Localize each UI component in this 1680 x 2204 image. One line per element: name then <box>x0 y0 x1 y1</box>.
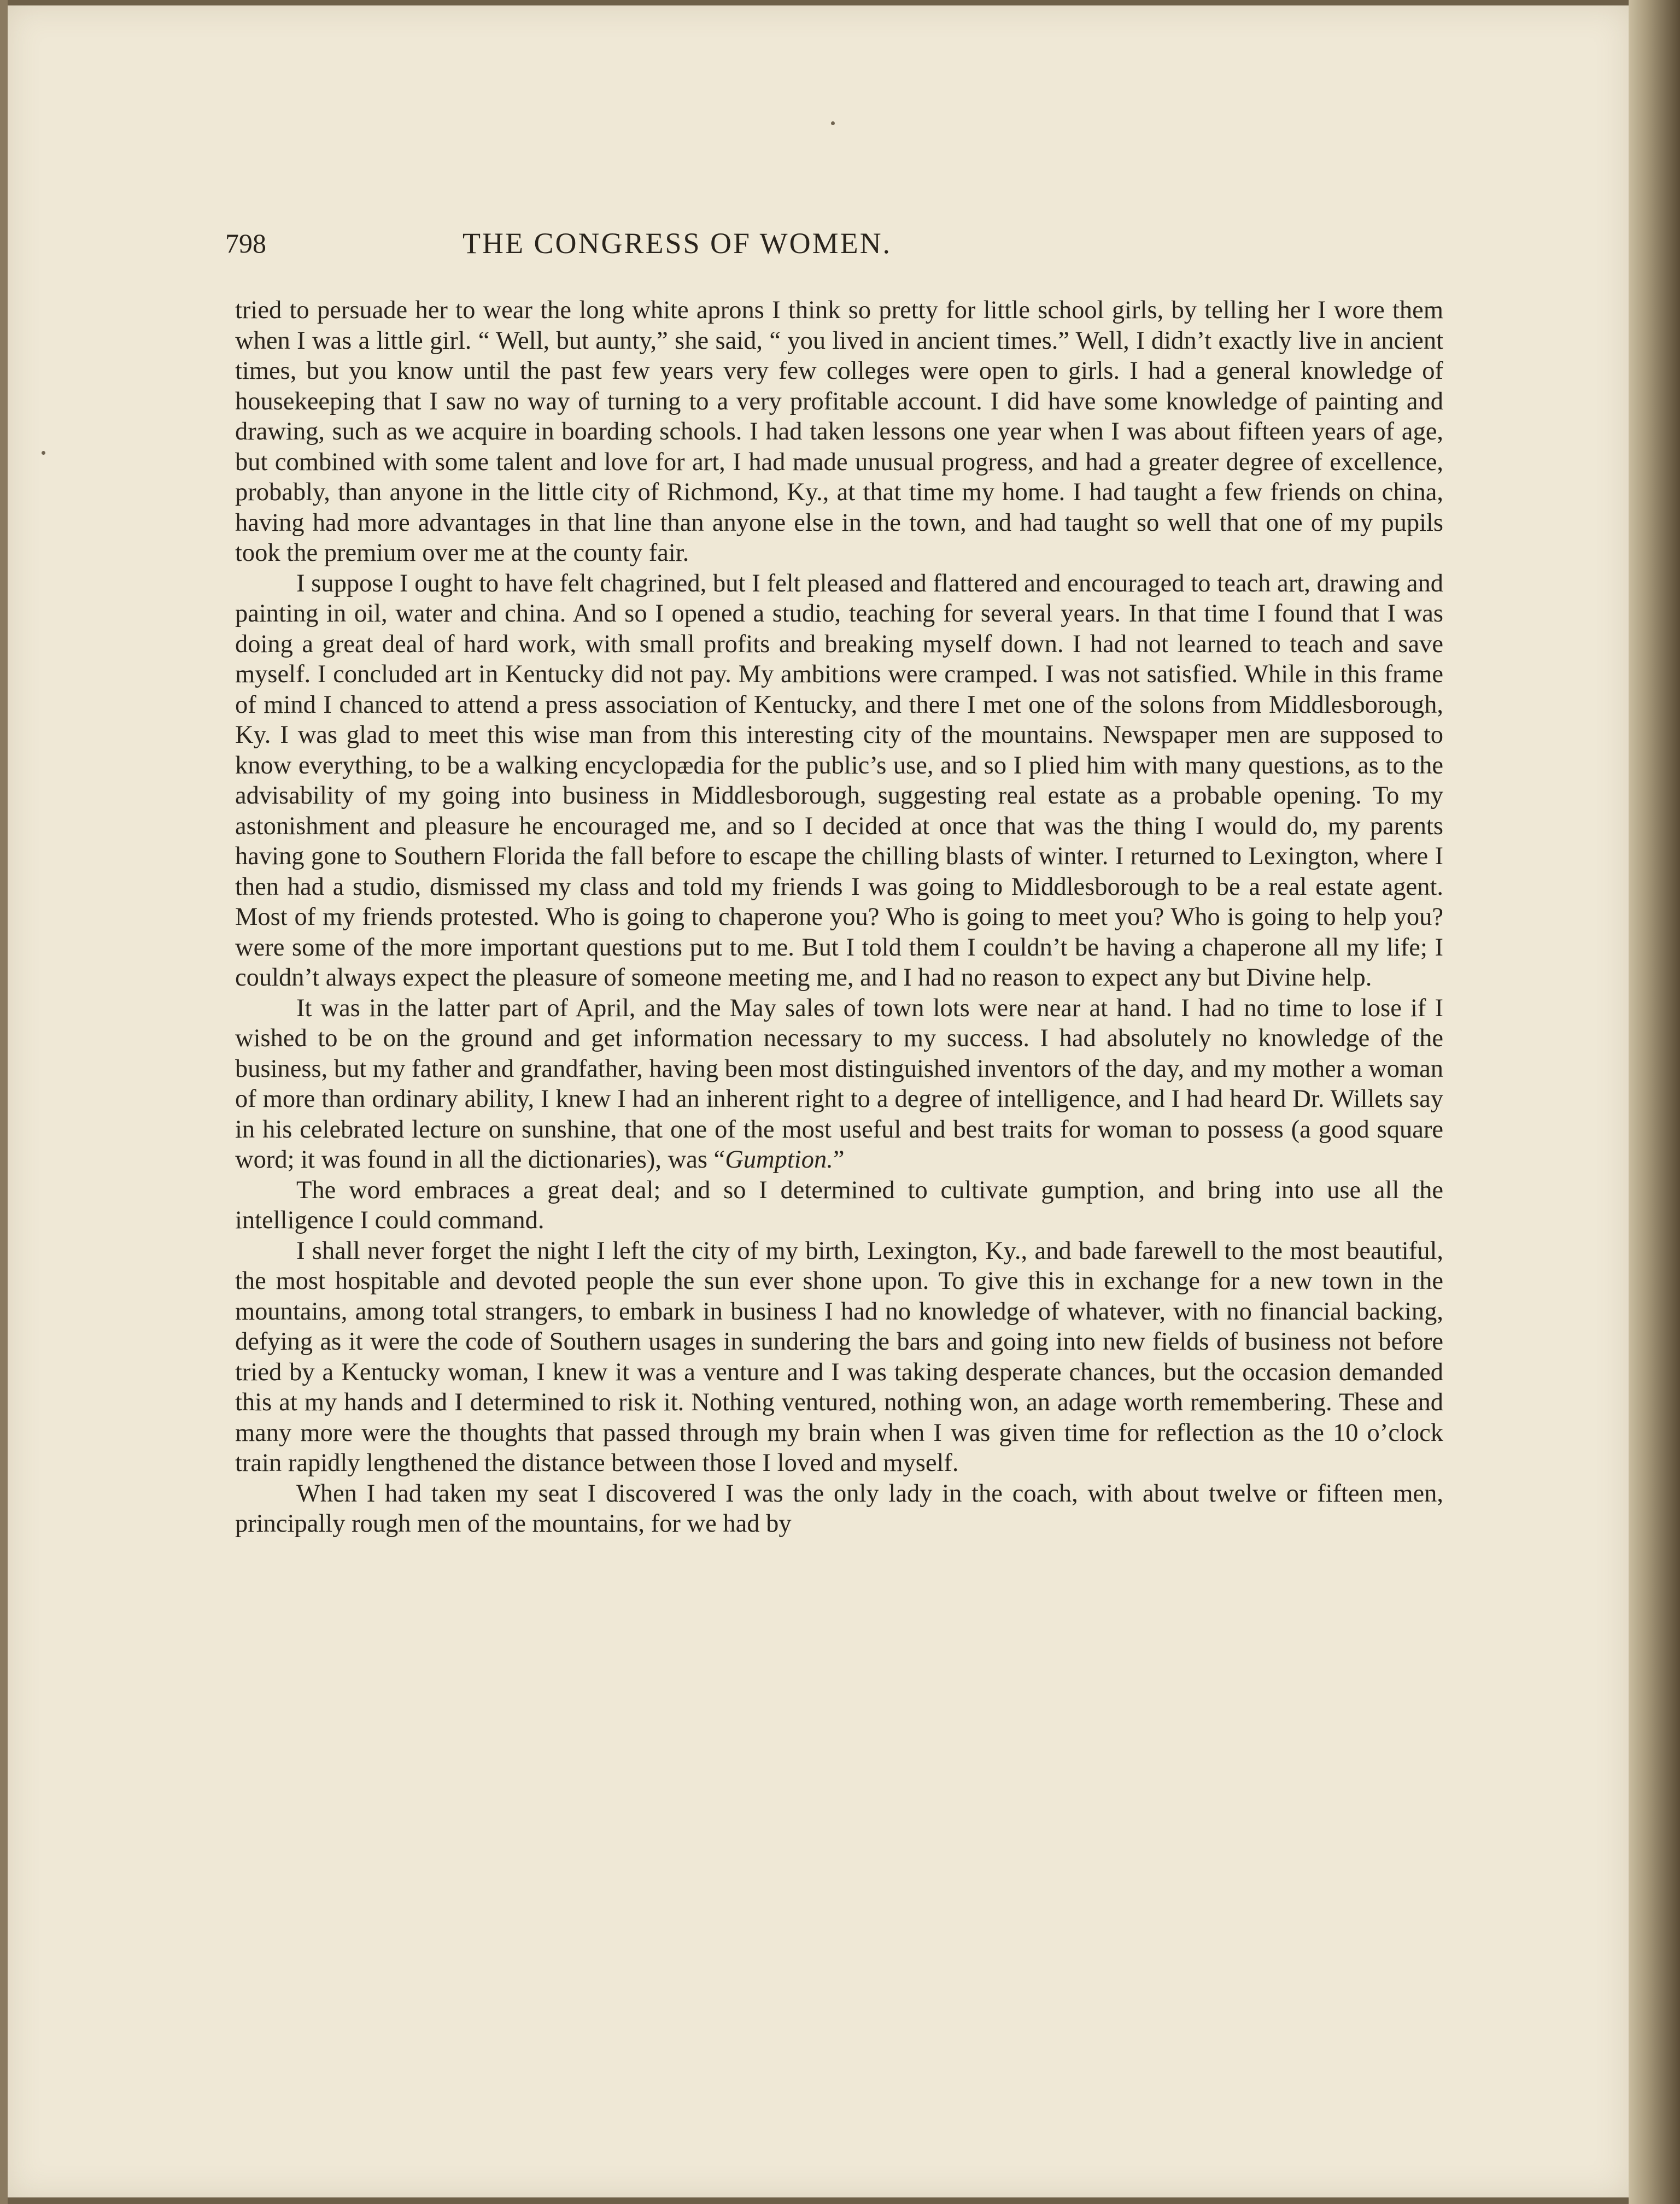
paragraph-6: When I had taken my seat I discovered I was the only lady in the coach, with about twelve or fifteen men, principally rough men of the mountains, for we had by <box>235 1479 1443 1538</box>
paragraph-3-text: It was in the latter part of April, and the May sales of town lots were near at hand. I had no time to lose if I wished to be on the ground and get information necessary to my success. I had absolutely no knowledge of the business, but my father and grandfather, having been most distinguished inventors of the day, and my mother a woman of more than ordinary ability, I knew I had an inherent right to a degree of intelligence, and I had heard Dr. Willets say in his celebrated lecture on sunshine, that one of the most useful and best traits for woman to possess (a good square word; it was found in all the dictionaries), was “ <box>235 994 1443 1174</box>
page-number: 798 <box>225 228 266 259</box>
paragraph-3 <box>235 993 1443 1175</box>
paragraph-2: I suppose I ought to have felt chagrined, but I felt pleased and flattered and encouraged to teach art, drawing and painting in oil, water and china. And so I opened a studio, teaching for several years. In that time I found that I was doing a great deal of hard work, with small profits and breaking myself down. I had not learned to teach and save myself. I concluded art in Kentucky did not pay. My ambitions were cramped. I was not satisfied. While in this frame of mind I chanced to attend a press association of Kentucky, and there I met one of the solons from Middlesborough, Ky. I was glad to meet this wise man from this interesting city of the mountains. Newspaper men are supposed to know everything, to be a walking encyclopædia for the public’s use, and so I plied him with many questions, as to the advisability of my going into business in Middlesborough, suggesting real estate as a probable opening. To my astonishment and pleasure he encouraged me, and so I decided at once that was the thing I would do, my parents having gone to Southern Florida the fall before to escape the chilling blasts of winter. I returned to Lexington, where I then had a studio, dismissed my class and told my friends I was going to Middlesborough to be a real estate agent. Most of my friends protested. Who is going to chaperone you? Who is going to meet you? Who is going to help you? were some of the more important questions put to me. But I told them I couldn’t be having a chaperone all my life; I couldn’t always expect the pleasure of someone meeting me, and I had no reason to expect any but Divine help. <box>235 569 1443 992</box>
book-left-edge <box>0 0 8 2204</box>
running-head: THE CONGRESS OF WOMEN. <box>463 227 892 260</box>
paragraph-3-italic: Gumption. <box>725 1146 833 1174</box>
book-right-edge <box>1629 0 1680 2204</box>
page-header <box>225 224 1209 268</box>
paragraph-4: The word embraces a great deal; and so I determined to cultivate gumption, and bring into use all the intelligence I could command. <box>235 1176 1443 1234</box>
paragraph-3-close-quote: ” <box>833 1146 845 1174</box>
paragraph-1: tried to persuade her to wear the long white aprons I think so pretty for little school girls, by telling her I wore them when I was a little girl. “ Well, but aunty,” she said, “ you lived in ancient times.” Well, I didn’t exactly live in ancient times, but you know until the past few years very few colleges were open to girls. I had a general knowledge of housekeeping that I saw no way of turning to a very profitable account. I did have some knowledge of painting and drawing, such as we acquire in boarding schools. I had taken lessons one year when I was about fifteen years of age, but combined with some talent and love for art, I had made unusual progress, and had a greater degree of excellence, probably, than anyone in the little city of Richmond, Ky., at that time my home. I had taught a few friends on china, having had more advantages in that line than anyone else in the town, and had taught so well that one of my pupils took the premium over me at the county fair. <box>235 296 1443 567</box>
book-bottom-edge <box>8 2197 1629 2204</box>
paragraph-5: I shall never forget the night I left the city of my birth, Lexington, Ky., and bade farewell to the most beautiful, the most hospitable and devoted people the sun ever shone upon. To give this in exchange for a new town in the mountains, among total strangers, to embark in business I had no knowledge of whatever, with no financial backing, defying as it were the code of Southern usages in sundering the bars and going into new fields of business not before tried by a Kentucky woman, I knew it was a venture and I was taking desperate chances, but the occasion demanded this at my hands and I determined to risk it. Nothing ventured, nothing won, an adage worth remembering. These and many more were the thoughts that passed through my brain when I was given time for reflection as the 10 o’clock train rapidly lengthened the distance between those I loved and myself. <box>235 1236 1443 1477</box>
book-top-edge <box>8 0 1629 5</box>
body-text <box>235 295 1443 1539</box>
paper-speck <box>831 121 835 125</box>
paper-speck <box>42 451 45 455</box>
